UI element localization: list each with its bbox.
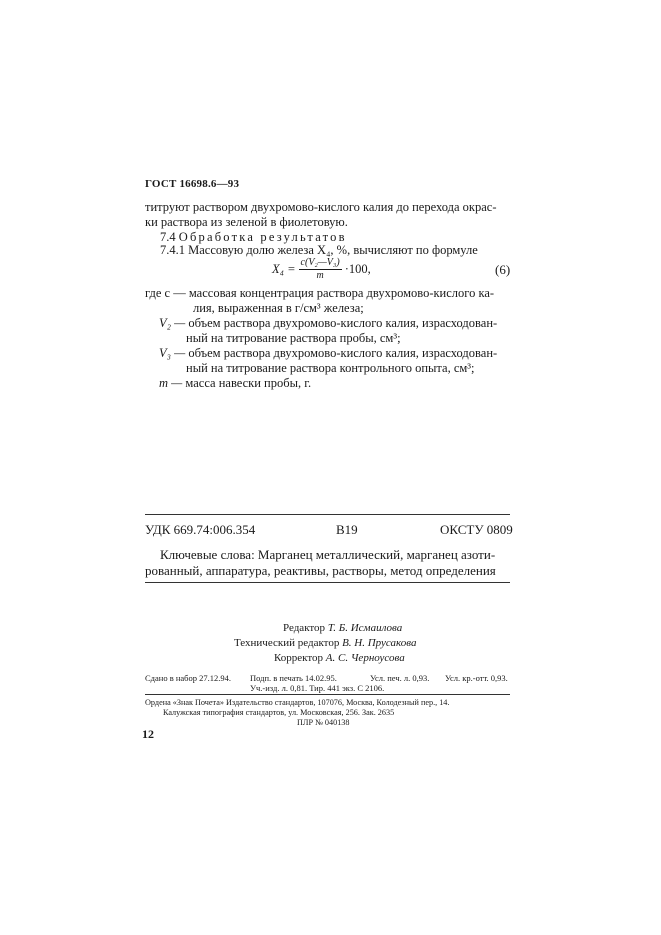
credit-editor: [283, 621, 402, 636]
imprint-submitted: Сдано в набор 27.12.94.: [145, 673, 231, 683]
group-code: В19: [336, 522, 358, 537]
formula-fraction: [299, 257, 342, 282]
credit-corrector: [274, 651, 405, 666]
formula-number: (6): [495, 262, 511, 277]
divider-bottom: [145, 582, 510, 583]
definition-v2: [159, 316, 497, 331]
formula-rhs: ·100,: [344, 262, 371, 276]
definition-text-cont: ный на титрование раствора пробы, см³;: [186, 331, 401, 345]
section-heading-text: Обработка результатов: [178, 230, 347, 244]
credit-name: Т. Б. Исмаилова: [327, 622, 403, 634]
printer-line: Калужская типография стандартов, ул. Московская, 256. Зак. 2635: [163, 708, 395, 717]
definition-text: объем раствора двухромово-кислого калия, израсходован-: [188, 316, 498, 330]
formula-denominator: m: [316, 270, 324, 281]
definition-symbol: V₃ —: [159, 346, 186, 360]
credit-label: Корректор: [274, 652, 324, 664]
imprint-signed: Подп. в печать 14.02.95.: [250, 673, 337, 683]
imprint-print-sheets: Усл. печ. л. 0,93.: [370, 673, 430, 683]
credit-label: Технический редактор: [234, 637, 340, 649]
definition-v3: [159, 346, 497, 361]
formula: [272, 257, 371, 282]
keywords-line-2: рованный, аппаратура, реактивы, растворы, метод определения: [145, 563, 496, 578]
definition-text: массовая концентрация раствора двухромово-кислого ка-: [188, 286, 495, 300]
credit-label: Редактор: [283, 622, 326, 634]
document-header: ГОСТ 16698.6—93: [145, 178, 240, 190]
imprint-color-sheets: Усл. кр.-отт. 0,93.: [445, 673, 508, 683]
section-heading-number: 7.4: [160, 230, 176, 244]
credit-name: А. С. Черноусова: [325, 652, 405, 664]
definition-c: [145, 286, 494, 301]
definition-text: масса навески пробы, г.: [185, 376, 312, 390]
divider-top: [145, 514, 510, 515]
credit-name: В. Н. Прусакова: [342, 637, 417, 649]
definition-symbol: m —: [159, 376, 183, 390]
imprint-edition: Уч.-изд. л. 0,81. Тир. 441 экз. С 2106.: [250, 683, 385, 693]
section-paragraph: 7.4.1 Массовую долю железа X₄, %, вычисляют по формуле: [160, 243, 478, 257]
okstu-code: ОКСТУ 0809: [440, 522, 513, 537]
definition-symbol: V₂ —: [159, 316, 186, 330]
imprint-divider: [145, 694, 510, 695]
license-line: ПЛР № 040138: [297, 718, 350, 727]
udk-code: УДК 669.74:006.354: [145, 522, 256, 537]
publisher-line: Ордена «Знак Почета» Издательство стандартов, 107076, Москва, Колодезный пер., 14.: [145, 698, 450, 707]
formula-lhs: X₄ =: [272, 262, 296, 276]
formula-numerator: c(V₂—V₃): [300, 257, 340, 268]
credit-tech-editor: [234, 636, 416, 651]
definition-text-cont: лия, выраженная в г/см³ железа;: [193, 301, 364, 315]
keywords-line-1: Ключевые слова: Марганец металлический, марганец азоти-: [160, 547, 496, 562]
intro-line-2: ки раствора из зеленой в фиолетовую.: [145, 215, 348, 229]
definition-m: [159, 376, 311, 391]
definition-symbol: где c —: [145, 286, 186, 300]
definition-text-cont: ный на титрование раствора контрольного опыта, см³;: [186, 361, 475, 375]
definition-text: объем раствора двухромово-кислого калия, израсходован-: [188, 346, 498, 360]
page-number: 12: [142, 727, 154, 741]
intro-line-1: титруют раствором двухромово-кислого калия до перехода окрас-: [145, 200, 497, 214]
